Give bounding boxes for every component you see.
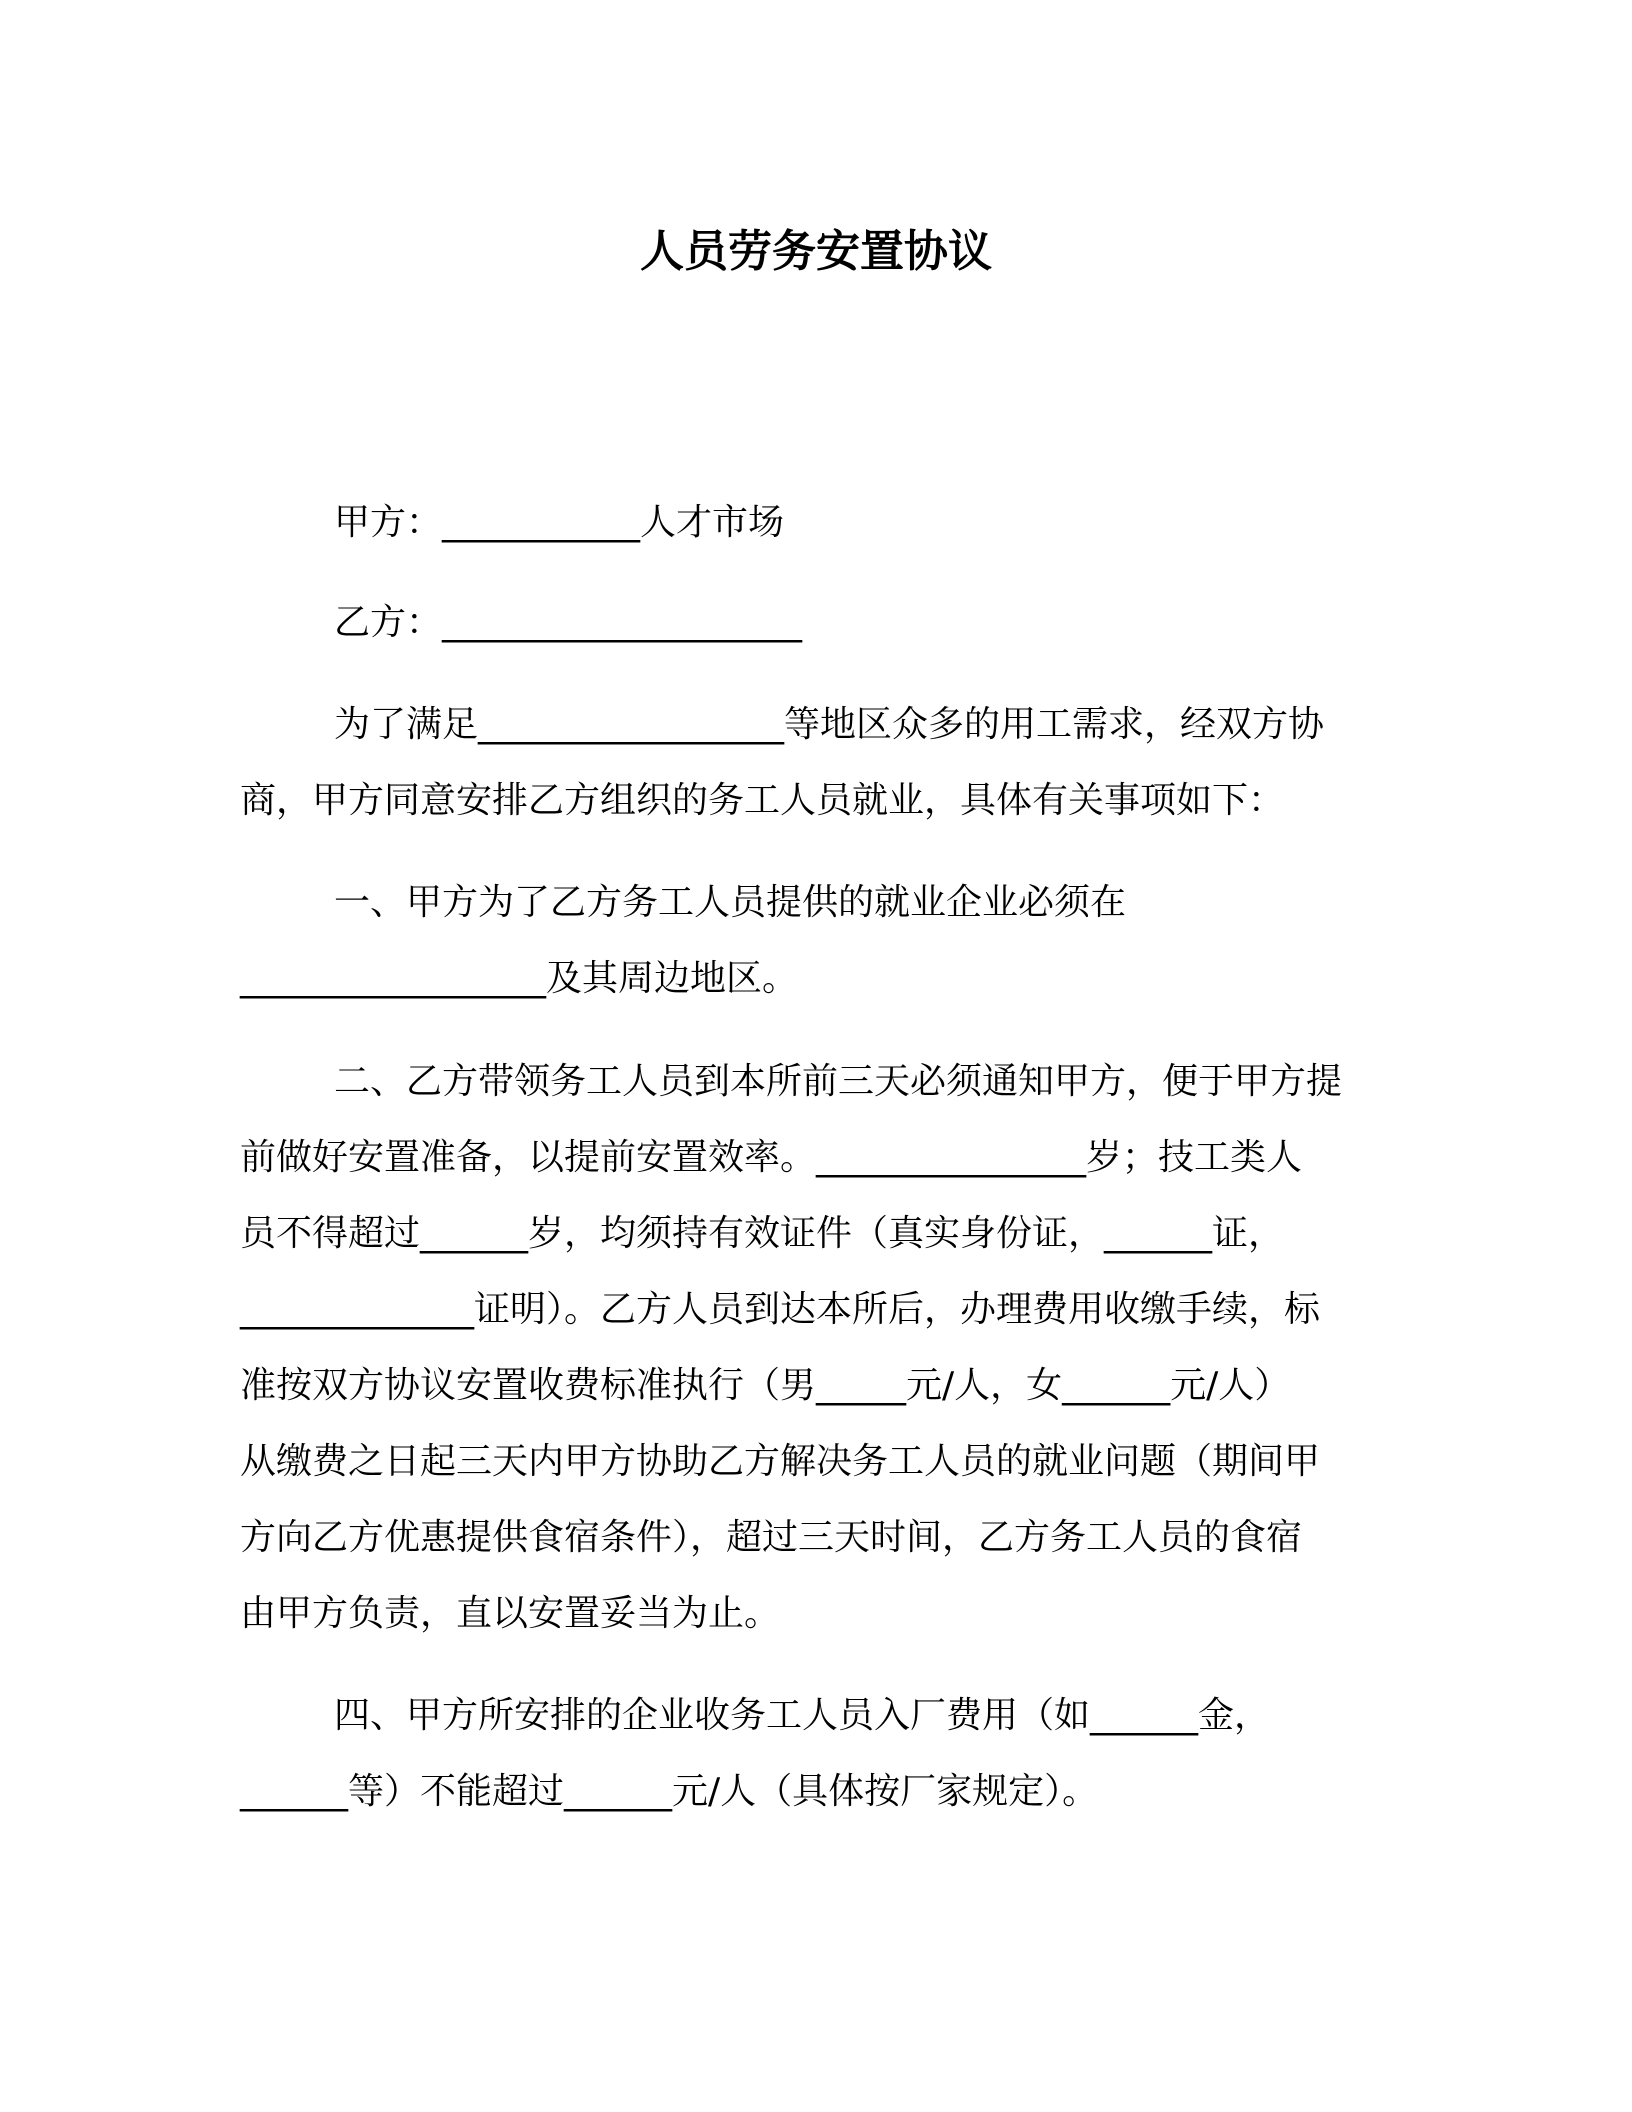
clause-2-line-6: 从缴费之日起三天内甲方协助乙方解决务工人员的就业问题（期间甲 [240,1441,1321,1482]
clause-2-line-8: 由甲方负责，直以安置妥当为止。 [240,1593,781,1634]
intro-line-2: 商，甲方同意安排乙方组织的务工人员就业，具体有关事项如下： [240,780,1285,821]
party-a-line: 甲方：___________人才市场 [334,502,785,543]
clause-2-line-5: 准按双方协议安置收费标准执行（男_____元/人，女______元/人） [240,1365,1291,1406]
clause-1-line-2: _________________及其周边地区。 [240,958,799,999]
clause-2-line-7: 方向乙方优惠提供食宿条件），超过三天时间，乙方务工人员的食宿 [240,1517,1303,1558]
clause-2-line-3: 员不得超过______岁，均须持有效证件（真实身份证，______证， [240,1213,1285,1254]
clause-1-line-1: 一、甲方为了乙方务工人员提供的就业企业必须在 [334,882,1127,923]
clause-4-line-2: ______等）不能超过______元/人（具体按厂家规定）。 [240,1771,1099,1812]
clause-2-line-1: 二、乙方带领务工人员到本所前三天必须通知甲方，便于甲方提 [334,1061,1343,1102]
party-b-line: 乙方：____________________ [334,602,803,643]
clause-2-line-2: 前做好安置准备，以提前安置效率。_______________岁；技工类人 [240,1137,1303,1178]
clause-4-line-1: 四、甲方所安排的企业收务工人员入厂费用（如______金， [334,1695,1271,1736]
intro-line-1: 为了满足_________________等地区众多的用工需求，经双方协 [334,704,1325,745]
clause-2-line-4: _____________证明）。乙方人员到达本所后，办理费用收缴手续，标 [240,1289,1321,1330]
document-title: 人员劳务安置协议 [640,226,992,277]
